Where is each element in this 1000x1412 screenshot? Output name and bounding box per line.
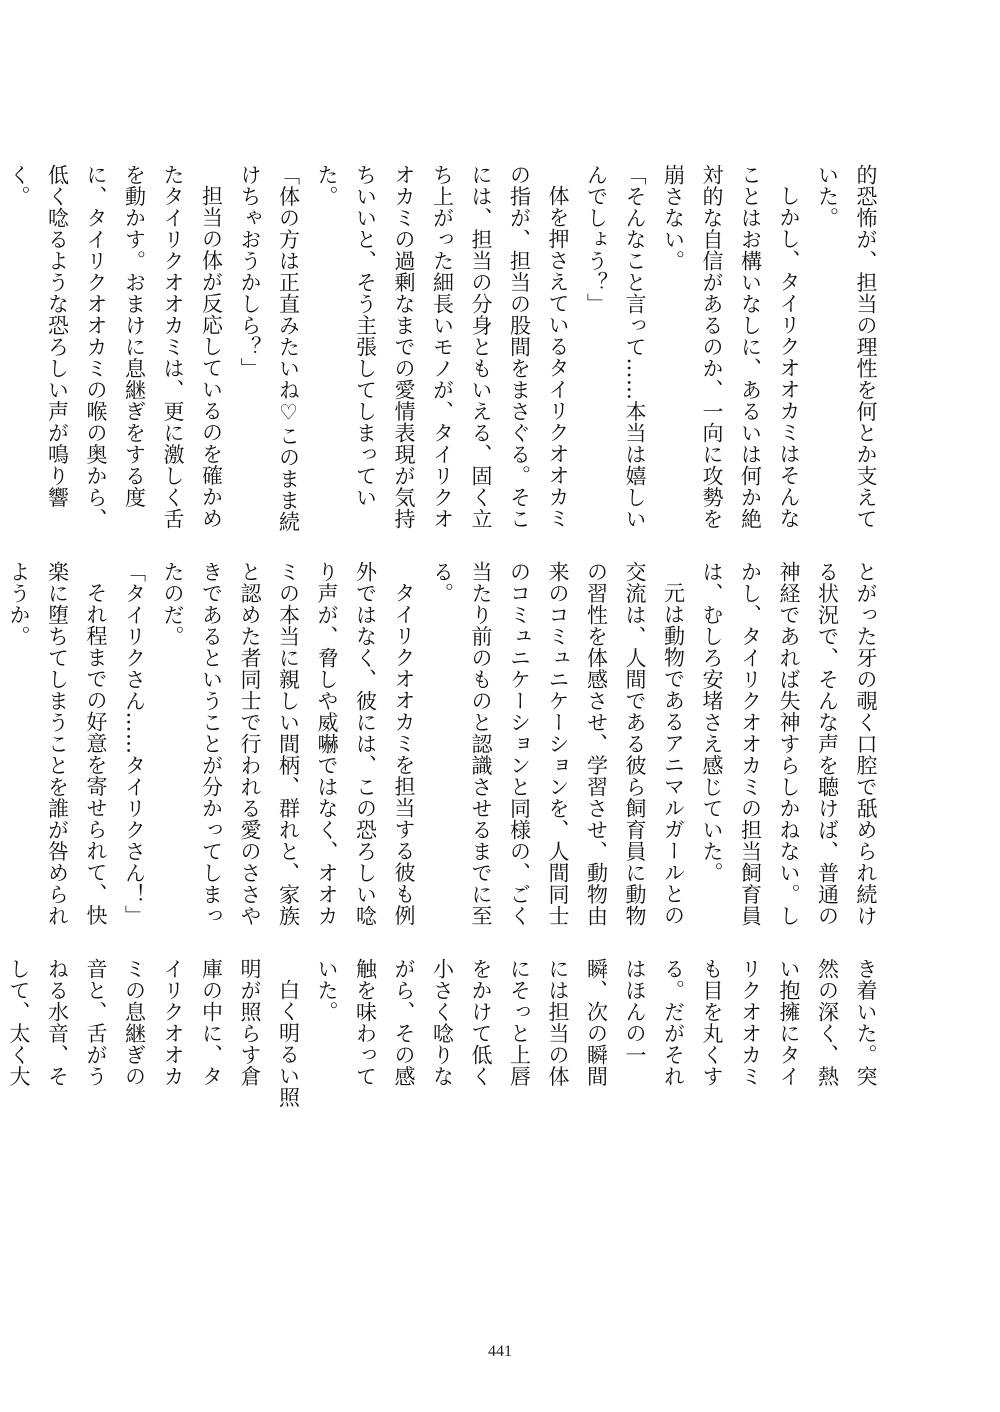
paragraph: 担当の体が反応しているのを確かめたタイリクオオカミは、更に激しく舌を動かす。おまけに息継ぎをする度に、タイリクオオカミの喉の奥から、低く唸るような恐ろしい声が鳴り響く。 bbox=[7, 164, 224, 530]
paragraph: 的恐怖が、担当の理性を何とか支えていた。 bbox=[815, 164, 878, 530]
paragraph: 体を押さえているタイリクオオカミの指が、担当の股間をまさぐる。そこには、担当の分身ともいえる、固く立ち上がった細長いモノが、タイリクオオカミの過剰なまでの愛情表現が気持ちいいと、そう主張してしまっていた。 bbox=[315, 164, 570, 530]
paragraph: とがった牙の覗く口腔で舐められ続ける状況で、そんな声を聴けば、普通の神経であれば失神すらしかねない。しかし、タイリクオオカミの担当飼育員は、むしろ安堵さえ感じていた。 bbox=[700, 561, 878, 927]
paragraph: それ程までの好意を寄せられて、快楽に堕ちてしまうことを誰が咎められようか。 bbox=[7, 561, 108, 927]
paragraph: 「体の方は正直みたいね♡このまま続けちゃおうかしら？」 bbox=[238, 164, 301, 533]
paragraph: 「タイリクさん……タイリクさん！」 bbox=[122, 561, 147, 927]
paragraph: しかし、タイリクオオカミはそんなことはお構いなしに、あるいは何か絶対的な自信があるのか、一向に攻勢を崩さない。 bbox=[661, 164, 801, 530]
paragraph: タイリクオオカミを担当する彼も例外ではなく、彼には、この恐ろしい唸り声が、脅しや威嚇ではなく、オオカミの本当に親しい間柄、群れと、家族と認めた者同士で行われる愛のささやきであるということが分かってしまったのだ。 bbox=[161, 561, 416, 927]
text-tier-3 bbox=[7, 958, 885, 1108]
paragraph: 「そんなこと言って……本当は嬉しいんでしょう？」 bbox=[584, 164, 647, 530]
text-tier-2 bbox=[7, 561, 885, 939]
paragraph: 元は動物であるアニマルガールとの交流は、人間である彼ら飼育員に動物の習性を体感させ、学習させ、動物由来のコミュニケーションを、人間同士のコミュニケーションと同様の、ごく当たり前のものと認識させるまでに至る。 bbox=[430, 561, 686, 927]
paragraph: き着いた。突然の深く、熱い抱擁にタイリクオオカミも目を丸くする。だがそれはほんの一瞬、次の瞬間には担当の体にそっと上唇をかけて低く小さく唸りながら、その感触を味わっていた。 bbox=[315, 958, 878, 1087]
page-number: 441 bbox=[488, 1343, 512, 1360]
text-tier-1 bbox=[7, 164, 885, 542]
paragraph: 白く明るい照明が照らす倉庫の中に、タイリクオオカミの息継ぎの音と、舌がうねる水音、そして、太く大 bbox=[7, 958, 301, 1108]
